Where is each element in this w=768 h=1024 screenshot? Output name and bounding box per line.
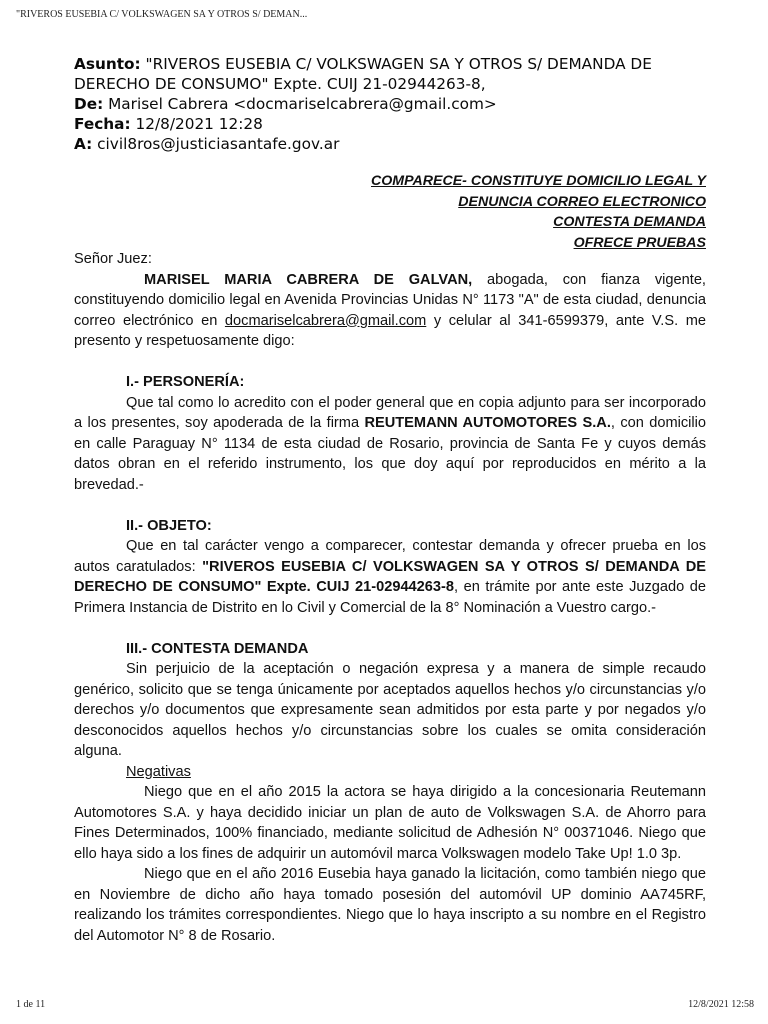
section-2-paragraph [74, 536, 706, 618]
title-line-4: OFRECE PRUEBAS [573, 234, 706, 251]
print-header: "RIVEROS EUSEBIA C/ VOLKSWAGEN SA Y OTROS S/ DEMAN... [16, 9, 308, 20]
title-line-2: DENUNCIA CORREO ELECTRONICO [458, 193, 706, 210]
document-titles [371, 171, 706, 253]
date-label: Fecha: [74, 115, 131, 133]
section-1-heading: I.- PERSONERÍA: [126, 374, 245, 390]
salutation: Señor Juez: [74, 251, 152, 267]
section-3-heading: III.- CONTESTA DEMANDA [126, 640, 309, 657]
subject-value: "RIVEROS EUSEBIA C/ VOLKSWAGEN SA Y OTROS S/ DEMANDA DE DERECHO DE CONSUMO" Expte. CUIJ 21-02944263-8, [74, 55, 652, 93]
section-3-paragraph-2: Niego que en el año 2015 la actora se haya dirigido a la concesionaria Reutemann Automotores S.A. y haya decidido iniciar un plan de auto de Volkswagen S.A. de Ahorro para Fines Determinados, 100% financiado, mediante solicitud de Adhesión N° 00371046. Niego que ello haya sido a los fines de adquirir un automóvil marca Volkswagen modelo Take Up! 1.0 3p. [74, 784, 706, 862]
email-date [74, 114, 714, 134]
email-subject [74, 54, 714, 94]
title-line-3: CONTESTA DEMANDA [553, 214, 706, 230]
intro-paragraph [74, 270, 706, 352]
from-label: De: [74, 95, 104, 113]
email-from [74, 94, 714, 114]
negativas-subheading: Negativas [126, 763, 191, 780]
section-3-paragraph-3: Niego que en el año 2016 Eusebia haya ganado la licitación, como también niego que en Noviembre de dicho año haya tomado posesión del automóvil UP dominio AA745RF, realizando los trámites correspondientes. Niego que lo haya inscripto a su nombre en el Registro del Automotor N° 8 de Rosario. [74, 866, 706, 944]
lawyer-name: MARISEL MARIA CABRERA DE GALVAN, [144, 271, 473, 288]
document-body [74, 249, 706, 946]
section-1-text-2: , con domicilio en calle Paraguay N° 1134 de esta ciudad de Rosario, provincia de Santa Fe y cuyos demás datos obran en el referido instrumento, los que doy aquí por reproducidos en mérito a la brevedad.- [74, 415, 706, 493]
page-number: 1 de 11 [16, 999, 46, 1010]
to-value: civil8ros@justiciasantafe.gov.ar [97, 135, 340, 153]
email-header [74, 54, 714, 154]
to-label: A: [74, 135, 93, 153]
section-3-paragraph-1: Sin perjuicio de la aceptación o negación expresa y a manera de simple recaudo genérico, solicito que se tenga únicamente por aceptados aquellos hechos y/o circunstancias y/o derechos y/o documentos que expresamente sean admitidos por esta parte y por negados y/o desconocidos aquellos hechos y/o circunstancias sobre los cuales se omita consideración alguna. [74, 661, 706, 759]
title-line-1: COMPARECE- CONSTITUYE DOMICILIO LEGAL Y [371, 173, 706, 189]
print-timestamp: 12/8/2021 12:58 [688, 999, 754, 1010]
intro-text-1: abogada, con fianza vigente, constituyendo domicilio legal en Avenida Provincias Unidas N° 1173 "A" de esta ciudad, denuncia correo electrónico en [74, 271, 706, 329]
section-2-text-2: , en trámite por ante este Juzgado de Primera Instancia de Distrito en lo Civil y Comercial de la 8° Nominación a Vuestro cargo.- [74, 579, 707, 616]
from-value: Marisel Cabrera <docmariselcabrera@gmail.com> [108, 95, 497, 113]
section-1-paragraph [74, 393, 706, 496]
firm-name: REUTEMANN AUTOMOTORES S.A. [364, 415, 611, 431]
email-link[interactable]: docmariselcabrera@gmail.com [224, 312, 427, 329]
subject-label: Asunto: [74, 55, 141, 73]
section-2-heading: II.- OBJETO: [126, 517, 212, 534]
section-2-text-1: Que en tal carácter vengo a comparecer, contestar demanda y ofrecer prueba en los autos caratulados: [74, 538, 706, 575]
date-value: 12/8/2021 12:28 [135, 115, 263, 133]
intro-text-2: y celular al 341-6599379, ante V.S. me presento y respetuosamente digo: [74, 312, 706, 349]
section-1-text-1: Que tal como lo acredito con el poder general que en copia adjunto para ser incorporado a los presentes, soy apoderada de la firma [74, 394, 706, 431]
case-caption: "RIVEROS EUSEBIA C/ VOLKSWAGEN SA Y OTROS S/ DEMANDA DE DERECHO DE CONSUMO" Expte. CUIJ 21-02944263-8 [74, 558, 706, 595]
email-to [74, 134, 714, 154]
